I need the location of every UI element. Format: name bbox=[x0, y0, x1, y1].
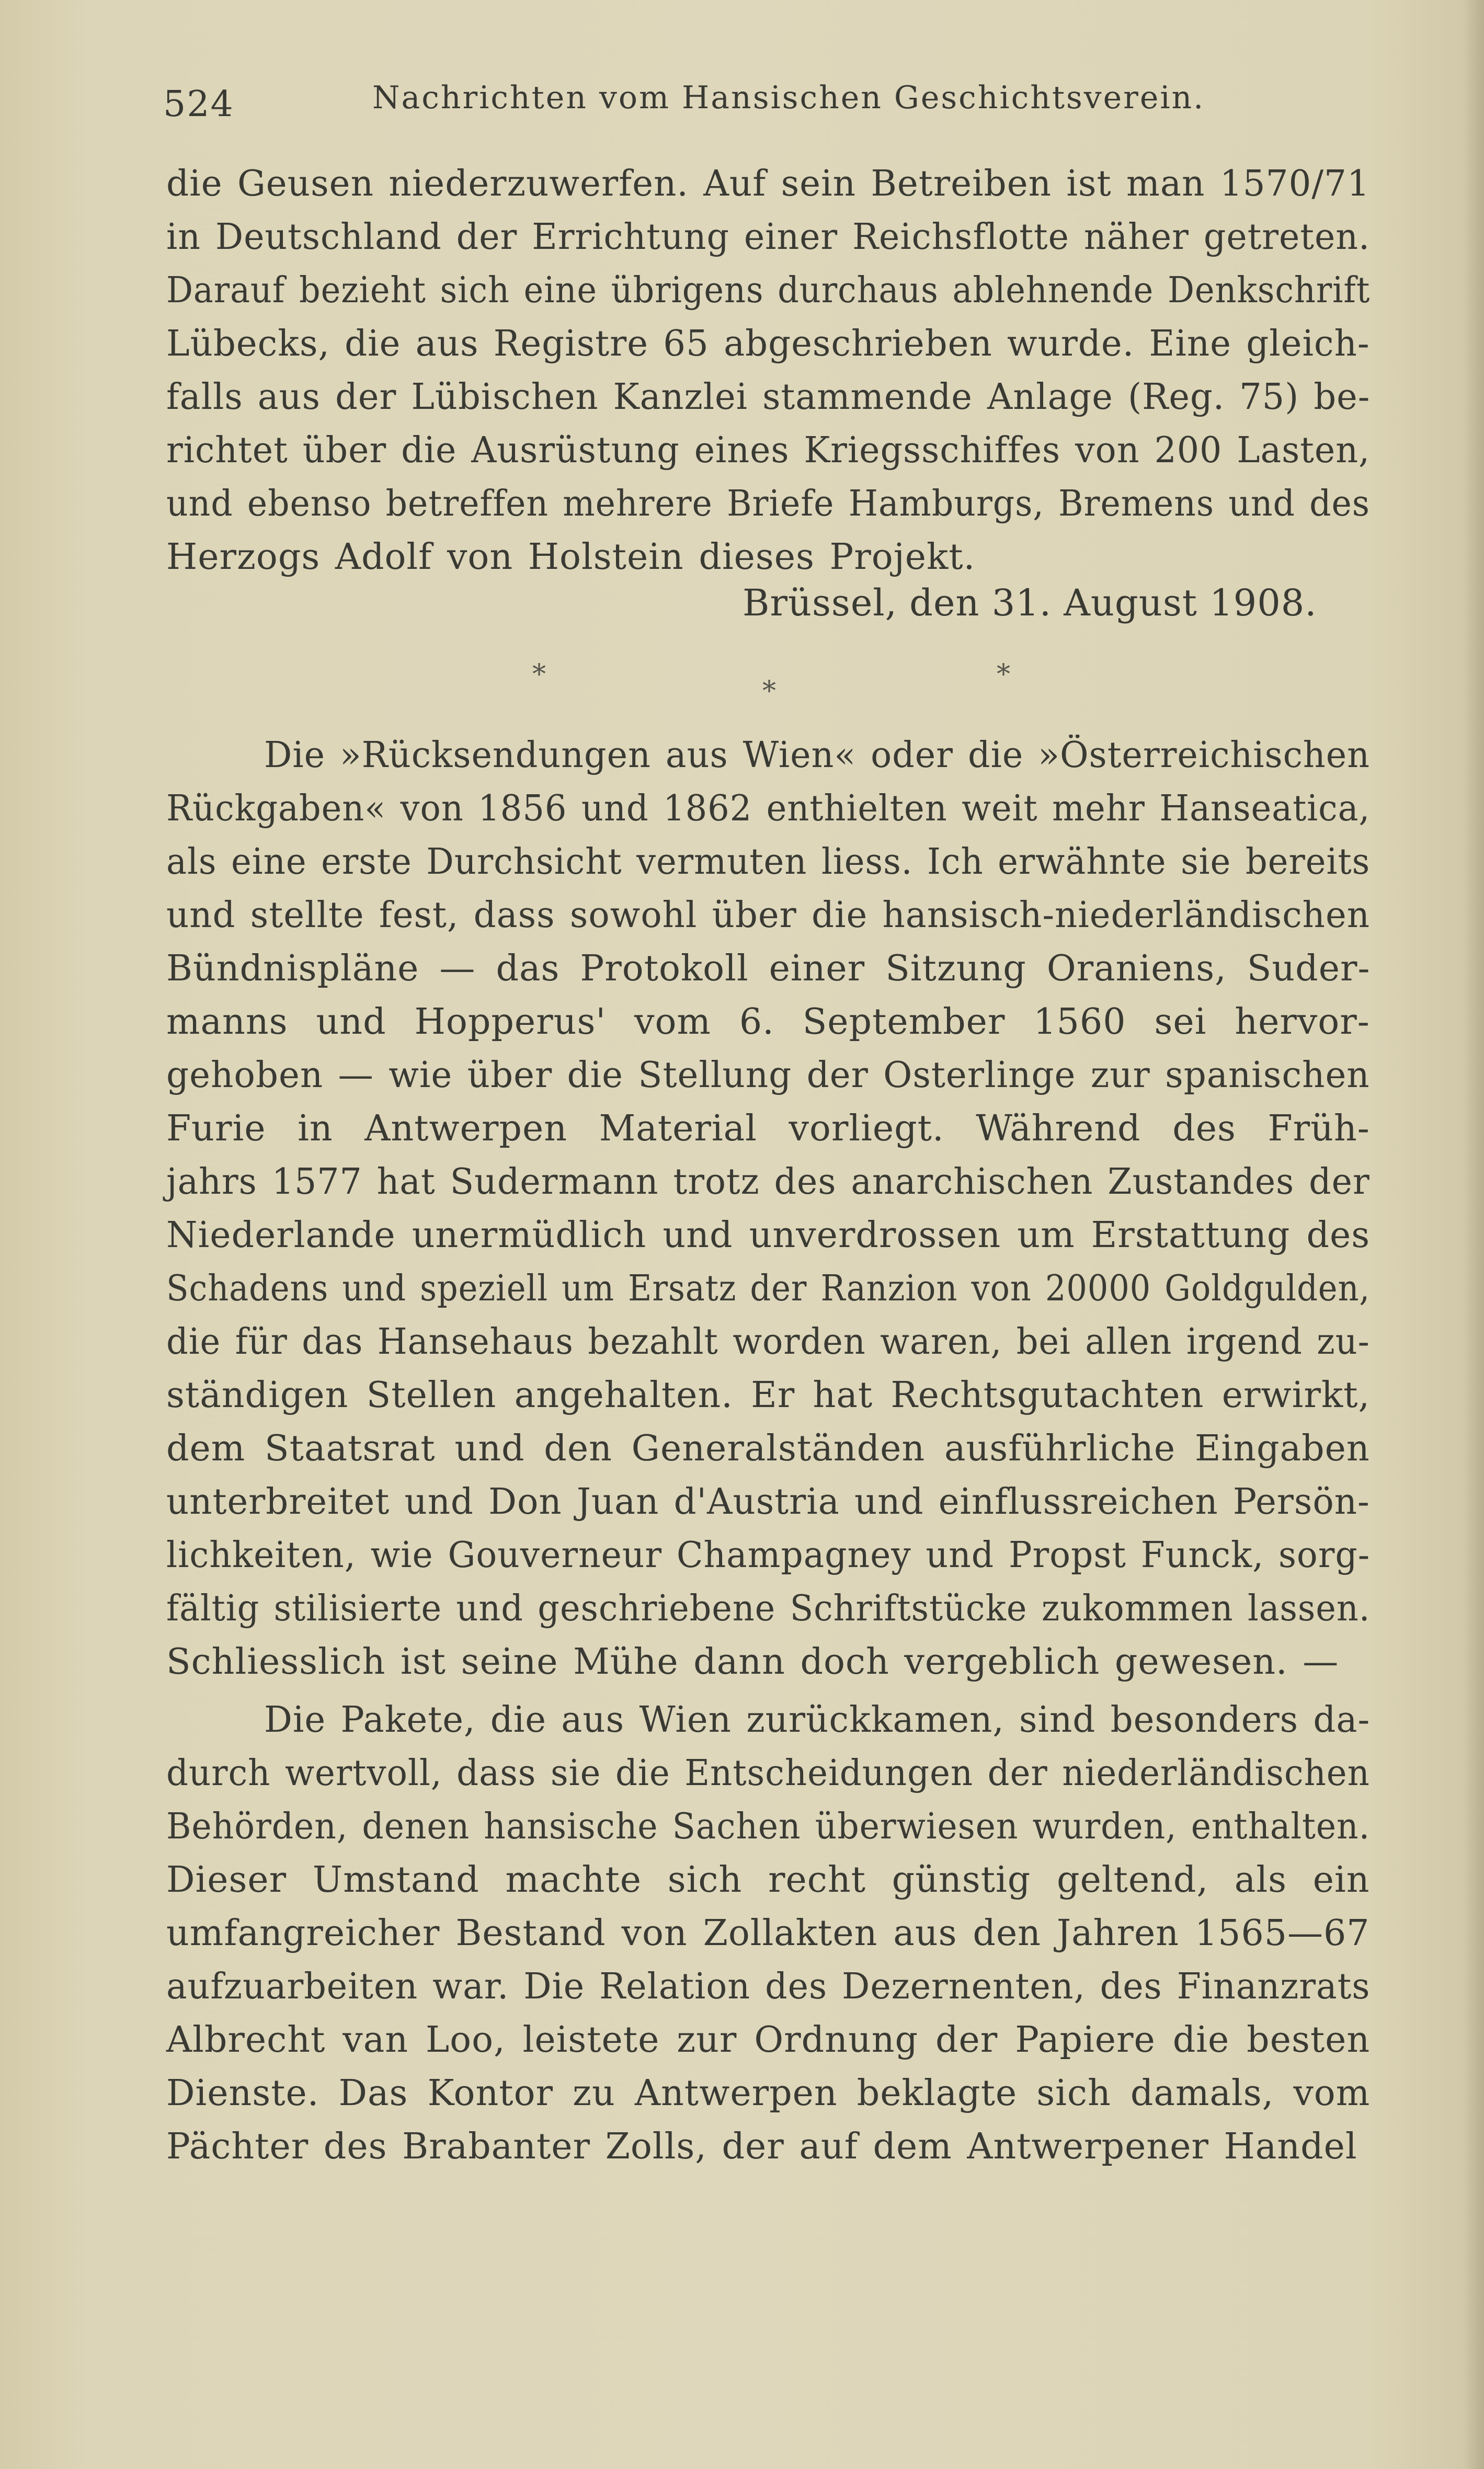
paragraph1-line: die Geusen niederzuwerfen. Auf sein Betreiben ist man 1570/71 bbox=[166, 163, 1370, 204]
paragraph2-line: fältig stilisierte und geschriebene Schriftstücke zukommen lassen. bbox=[166, 1588, 1371, 1629]
page-header bbox=[163, 73, 1366, 131]
paragraph1-line: falls aus der Lübischen Kanzlei stammende Anlage (Reg. 75) be- bbox=[166, 376, 1371, 418]
paragraph2-line: jahrs 1577 hat Sudermann trotz des anarchischen Zustandes der bbox=[166, 1161, 1370, 1203]
paragraph2-line: unterbreitet und Don Juan d'Austria und einflussreichen Persön- bbox=[166, 1481, 1370, 1523]
paragraph3-line: Albrecht van Loo, leistete zur Ordnung der Papiere die besten bbox=[166, 2019, 1371, 2061]
page-edge-shadow bbox=[1463, 0, 1484, 2469]
paragraph3-line: aufzuarbeiten war. Die Relation des Dezernenten, des Finanzrats bbox=[166, 1966, 1371, 2007]
separator-asterisk-center: * bbox=[762, 676, 776, 707]
paragraph3-line: Pächter des Brabanter Zolls, der auf dem Antwerpener Handel bbox=[166, 2126, 1357, 2167]
paragraph1-line: Darauf bezieht sich eine übrigens durchaus ablehnende Denkschrift bbox=[166, 270, 1371, 311]
paragraph3-line: Dieser Umstand machte sich recht günstig geltend, als ein bbox=[166, 1859, 1370, 1901]
paragraph2-line: Niederlande unermüdlich und unverdrossen um Erstattung des bbox=[166, 1215, 1371, 1256]
paragraph2-line: ständigen Stellen angehalten. Er hat Rechtsgutachten erwirkt, bbox=[166, 1375, 1371, 1416]
paragraph2-line: Rückgaben« von 1856 und 1862 enthielten weit mehr Hanseatica, bbox=[166, 788, 1371, 829]
paragraph3-line: umfangreicher Bestand von Zollakten aus den Jahren 1565—67 bbox=[166, 1913, 1370, 1954]
paragraph2-line: Furie in Antwerpen Material vorliegt. Während des Früh- bbox=[166, 1108, 1370, 1149]
paragraph2-line: gehoben — wie über die Stellung der Osterlinge zur spanischen bbox=[166, 1055, 1370, 1096]
running-title: Nachrichten vom Hansischen Geschichtsverein. bbox=[372, 79, 1205, 116]
paragraph2-line: dem Staatsrat und den Generalständen ausführliche Eingaben bbox=[166, 1428, 1370, 1469]
paragraph2-line: als eine erste Durchsicht vermuten liess. Ich erwähnte sie bereits bbox=[166, 841, 1371, 883]
separator-asterisk-right: * bbox=[997, 659, 1010, 690]
paragraph3-line: Die Pakete, die aus Wien zurückkamen, sind besonders da- bbox=[264, 1699, 1371, 1741]
paragraph3-line: Behörden, denen hansische Sachen überwiesen wurden, enthalten. bbox=[166, 1806, 1371, 1847]
paragraph2-line: und stellte fest, dass sowohl über die hansisch-niederländischen bbox=[166, 895, 1370, 936]
paragraph2-line: Schadens und speziell um Ersatz der Ranzion von 20000 Goldgulden, bbox=[166, 1268, 1371, 1309]
paragraph1-line: und ebenso betreffen mehrere Briefe Hamburgs, Bremens und des bbox=[166, 483, 1370, 524]
paragraph1-line: in Deutschland der Errichtung einer Reichsflotte näher getreten. bbox=[166, 216, 1371, 258]
place-date-signature: Brüssel, den 31. August 1908. bbox=[743, 581, 1317, 624]
paragraph2-line: Bündnispläne — das Protokoll einer Sitzung Oraniens, Suder- bbox=[166, 948, 1371, 989]
paragraph1-line: richtet über die Ausrüstung eines Kriegsschiffes von 200 Lasten, bbox=[166, 430, 1371, 471]
separator-asterisk-left: * bbox=[532, 659, 546, 690]
paragraph2-line: Die »Rücksendungen aus Wien« oder die »Österreichischen bbox=[264, 735, 1371, 776]
paragraph2-line: die für das Hansehaus bezahlt worden waren, bei allen irgend zu- bbox=[166, 1321, 1370, 1363]
paragraph2-line: lichkeiten, wie Gouverneur Champagney und Propst Funck, sorg- bbox=[166, 1535, 1371, 1576]
paragraph3-line: Dienste. Das Kontor zu Antwerpen beklagte sich damals, vom bbox=[166, 2073, 1371, 2114]
paragraph2-line: Schliesslich ist seine Mühe dann doch vergeblich gewesen. — bbox=[166, 1641, 1339, 1683]
page-number: 524 bbox=[163, 84, 234, 125]
paragraph1-line: Herzogs Adolf von Holstein dieses Projekt. bbox=[166, 536, 976, 578]
paragraph3-line: durch wertvoll, dass sie die Entscheidungen der niederländischen bbox=[166, 1753, 1370, 1794]
paragraph2-line: manns und Hopperus' vom 6. September 1560 sei hervor- bbox=[166, 1001, 1370, 1043]
paragraph1-line: Lübecks, die aus Registre 65 abgeschrieben wurde. Eine gleich- bbox=[166, 323, 1370, 364]
